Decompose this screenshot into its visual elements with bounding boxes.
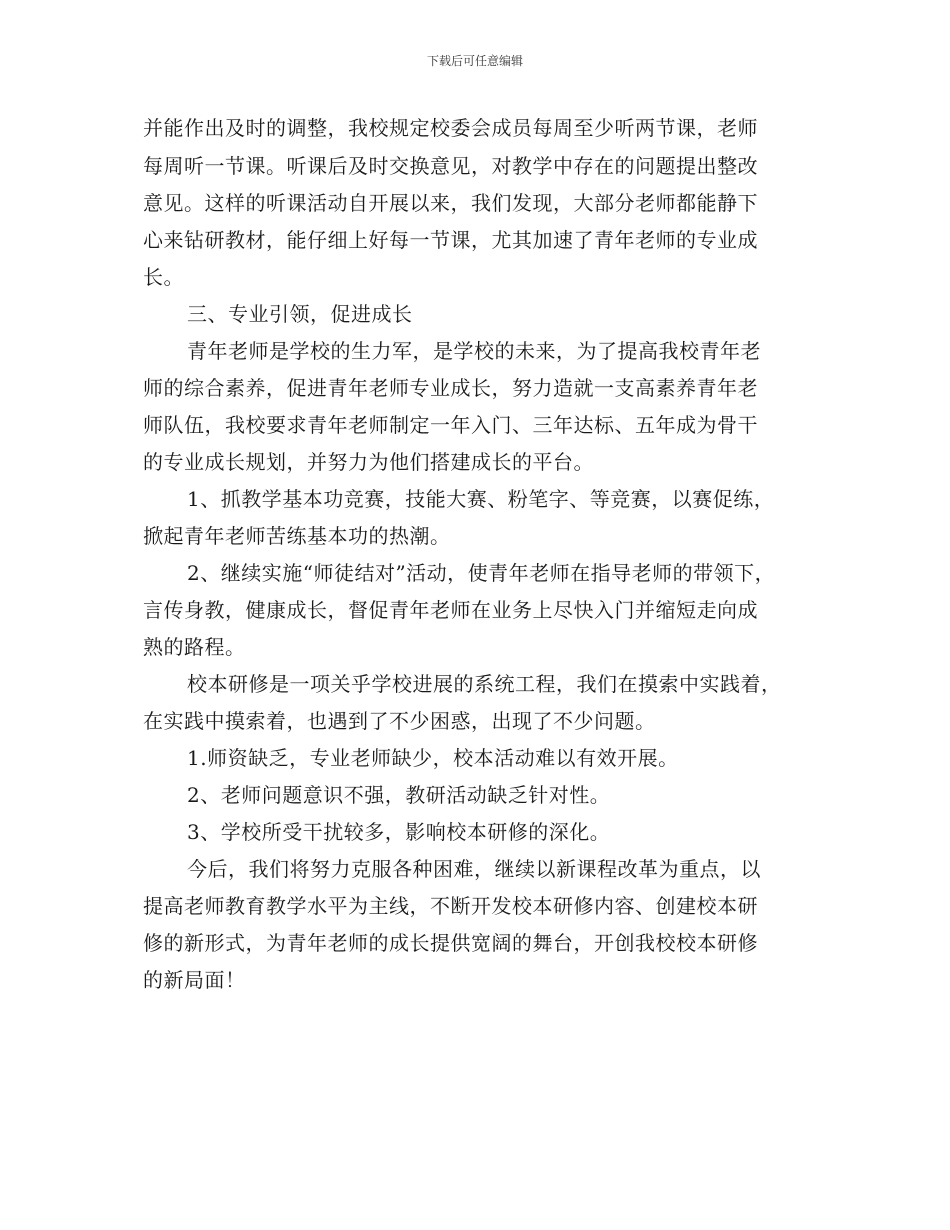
paragraph-line: 意见。这样的听课活动自开展以来，我们发现，大部分老师都能静下 — [143, 191, 758, 215]
paragraph-line: 的专业成长规划，并努力为他们搭建成长的平台。 — [143, 450, 594, 474]
paragraph-line: 长。 — [143, 265, 184, 289]
paragraph-line: 校本研修是一项关乎学校进展的系统工程，我们在摸索中实践着， — [187, 672, 782, 696]
list-item-line: 2、老师问题意识不强，教研活动缺乏针对性。 — [187, 783, 611, 807]
list-item-line: 熟的路程。 — [143, 635, 246, 659]
paragraph-line: 青年老师是学校的生力军，是学校的未来，为了提高我校青年老 — [187, 339, 761, 363]
paragraph-line: 今后，我们将努力克服各种困难，继续以新课程改革为重点，以 — [187, 857, 761, 881]
paragraph-line: 提高老师教育教学水平为主线，不断开发校本研修内容、创建校本研 — [143, 894, 758, 918]
paragraph-line: 师队伍，我校要求青年老师制定一年入门、三年达标、五年成为骨干 — [143, 413, 758, 437]
list-item-line: 掀起青年老师苦练基本功的热潮。 — [143, 524, 451, 548]
page-header: 下载后可任意编辑 — [426, 54, 523, 68]
list-item-line: 1.师资缺乏，专业老师缺少，校本活动难以有效开展。 — [187, 746, 679, 770]
paragraph-line: 的新局面！ — [143, 968, 246, 992]
paragraph-line: 心来钻研教材，能仔细上好每一节课，尤其加速了青年老师的专业成 — [143, 228, 758, 252]
list-item-line: 2、继续实施“师徒结对”活动，使青年老师在指导老师的带领下， — [187, 561, 776, 585]
list-item-line: 言传身教，健康成长，督促青年老师在业务上尽快入门并缩短走向成 — [143, 598, 758, 622]
paragraph-line: 修的新形式，为青年老师的成长提供宽阔的舞台，开创我校校本研修 — [143, 931, 758, 955]
paragraph-line: 每周听一节课。听课后及时交换意见，对教学中存在的问题提出整改 — [143, 154, 758, 178]
list-item-line: 3、学校所受干扰较多，影响校本研修的深化。 — [187, 820, 611, 844]
paragraph-line: 并能作出及时的调整，我校规定校委会成员每周至少听两节课，老师 — [143, 116, 758, 140]
section-heading: 三、专业引领，促进成长 — [187, 302, 413, 326]
list-item-line: 1、抓教学基本功竞赛，技能大赛、粉笔字、等竞赛，以赛促练， — [187, 487, 775, 511]
paragraph-line: 在实践中摸索着，也遇到了不少困惑，出现了不少问题。 — [143, 709, 656, 733]
paragraph-line: 师的综合素养，促进青年老师专业成长，努力造就一支高素养青年老 — [143, 376, 758, 400]
